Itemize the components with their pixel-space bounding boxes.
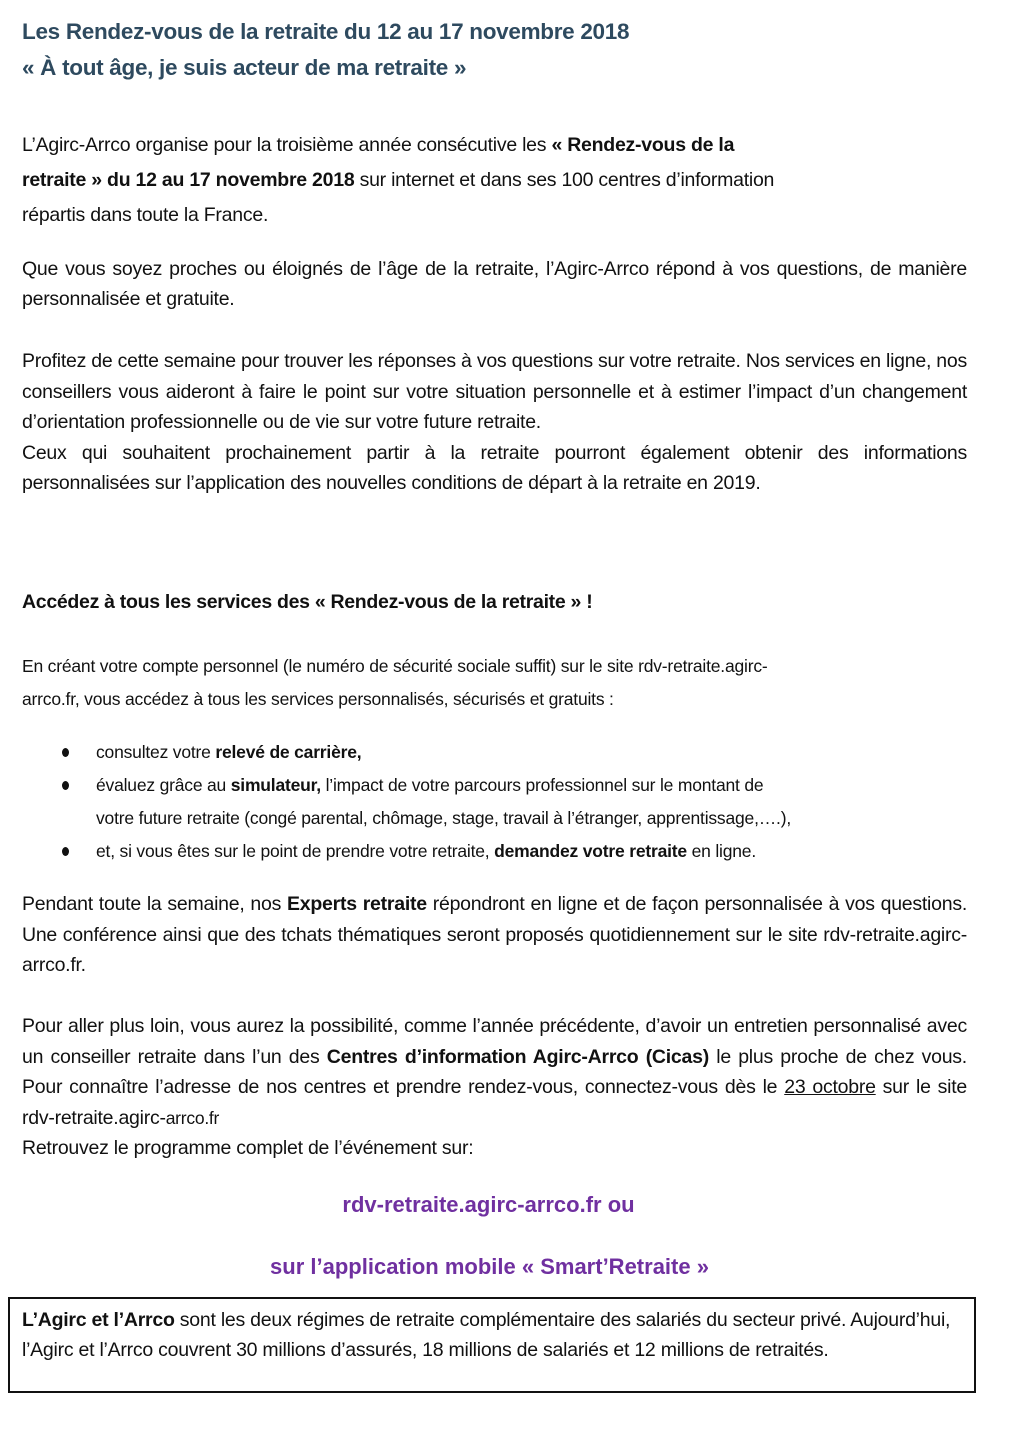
paragraph-departure-text: Ceux qui souhaitent prochainement partir à la retraite pourront également obtenir des informations personnalisées sur l’application des nouvelles conditions de départ à la retraite en 2019. bbox=[22, 441, 967, 494]
further-text-tail: arrco.fr bbox=[165, 1107, 220, 1128]
further-text-2: le plus proche de chez vous. Pour connaître l’adresse de nos centres et prendre rendez-vous, connectez-vous dès le bbox=[22, 1045, 967, 1098]
list-item bbox=[22, 769, 791, 835]
bullet-icon bbox=[62, 847, 69, 856]
further-text bbox=[22, 1011, 967, 1133]
paragraph-further bbox=[22, 1011, 967, 1164]
mobile-app-link[interactable]: sur l’application mobile « Smart’Retraite » bbox=[270, 1254, 709, 1279]
website-link-line bbox=[22, 1192, 967, 1218]
list-item-text: consultez votre bbox=[96, 742, 216, 762]
paragraph-experts bbox=[22, 889, 967, 981]
program-text: Retrouvez le programme complet de l’événement sur: bbox=[22, 1137, 474, 1159]
intro-bold-event: « Rendez-vous de la bbox=[551, 134, 735, 156]
experts-bold: Experts retraite bbox=[287, 893, 427, 915]
intro-text-3: répartis dans toute la France. bbox=[22, 204, 269, 226]
list-item-bold: relevé de carrière, bbox=[215, 742, 362, 762]
list-item bbox=[22, 835, 791, 868]
intro-bold-dates: retraite » du 12 au 17 novembre 2018 bbox=[22, 169, 355, 191]
list-item-text: l’impact de votre parcours professionnel sur le montant de bbox=[320, 775, 764, 795]
document-title bbox=[22, 14, 967, 86]
list-item-text: et, si vous êtes sur le point de prendre votre retraite, bbox=[96, 841, 495, 861]
further-text-1: Pour aller plus loin, vous aurez la possibilité, comme l’année précédente, d’avoir un entretien personnalisé avec un conseiller retraite dans l’un des bbox=[22, 1015, 967, 1068]
list-item-bold: demandez votre retraite bbox=[494, 841, 687, 861]
list-item-text: évaluez grâce au bbox=[96, 775, 231, 795]
list-item bbox=[22, 736, 791, 769]
intro-text-2: sur internet et dans ses 100 centres d’information bbox=[354, 169, 775, 191]
services-intro-line-1: En créant votre compte personnel (le numéro de sécurité sociale suffit) sur le site rdv-retraite.agirc- bbox=[22, 656, 768, 676]
services-intro-line-2: arrco.fr, vous accédez à tous les services personnalisés, sécurisés et gratuits : bbox=[22, 689, 614, 709]
paragraph-week-text: Profitez de cette semaine pour trouver les réponses à vos questions sur votre retraite. Nos services en ligne, nos conseillers vous aideront à faire le point sur votre situation personnelle et à estimer l’impact d’un changement d’orientation professionnelle ou de vie sur votre future retraite. bbox=[22, 350, 967, 433]
experts-text-2: répondront en ligne et de façon personnalisée à vos questions. Une conférence ainsi que des tchats thématiques seront proposés quotidiennement sur le site rdv-retraite.agirc-arrco.fr. bbox=[22, 893, 967, 976]
list-item-bold: simulateur, bbox=[230, 775, 321, 795]
further-bold-cicas: Centres d’information Agirc-Arrco (Cicas) bbox=[326, 1045, 709, 1068]
services-intro bbox=[22, 650, 957, 716]
info-box-text: sont les deux régimes de retraite complémentaire des salariés du secteur privé. Aujourd’hui, l’Agirc et l’Arrco couvrent 30 millions d’assurés, 18 millions de salariés et 12 millions de retraités. bbox=[22, 1309, 951, 1361]
intro-text: L’Agirc-Arrco organise pour la troisième année consécutive les bbox=[22, 134, 552, 156]
title-line-1: Les Rendez-vous de la retraite du 12 au 17 novembre 2018 bbox=[22, 19, 630, 44]
bullet-icon bbox=[62, 748, 69, 757]
app-link-line bbox=[22, 1254, 967, 1280]
document-page bbox=[22, 14, 967, 1279]
bullet-icon bbox=[62, 781, 69, 790]
website-link[interactable]: rdv-retraite.agirc-arrco.fr ou bbox=[342, 1192, 635, 1217]
intro-paragraph bbox=[22, 128, 942, 233]
title-line-2: « À tout âge, je suis acteur de ma retraite » bbox=[22, 55, 467, 80]
experts-text: Pendant toute la semaine, nos bbox=[22, 893, 288, 915]
info-box-bold: L’Agirc et l’Arrco bbox=[22, 1309, 175, 1331]
services-list bbox=[22, 736, 791, 868]
info-box bbox=[8, 1297, 976, 1393]
list-item-text: votre future retraite (congé parental, chômage, stage, travail à l’étranger, apprentissage,….), bbox=[96, 808, 791, 828]
paragraph-questions: Que vous soyez proches ou éloignés de l’âge de la retraite, l’Agirc-Arrco répond à vos questions, de manière personnalisée et gratuite. bbox=[22, 258, 967, 310]
paragraph-week bbox=[22, 346, 967, 499]
list-item-text: en ligne. bbox=[686, 841, 756, 861]
further-text-3: sur le site rdv-retraite.agirc- bbox=[22, 1076, 967, 1129]
services-heading: Accédez à tous les services des « Rendez-vous de la retraite » ! bbox=[22, 591, 593, 613]
further-date-underlined: 23 octobre bbox=[784, 1076, 876, 1098]
